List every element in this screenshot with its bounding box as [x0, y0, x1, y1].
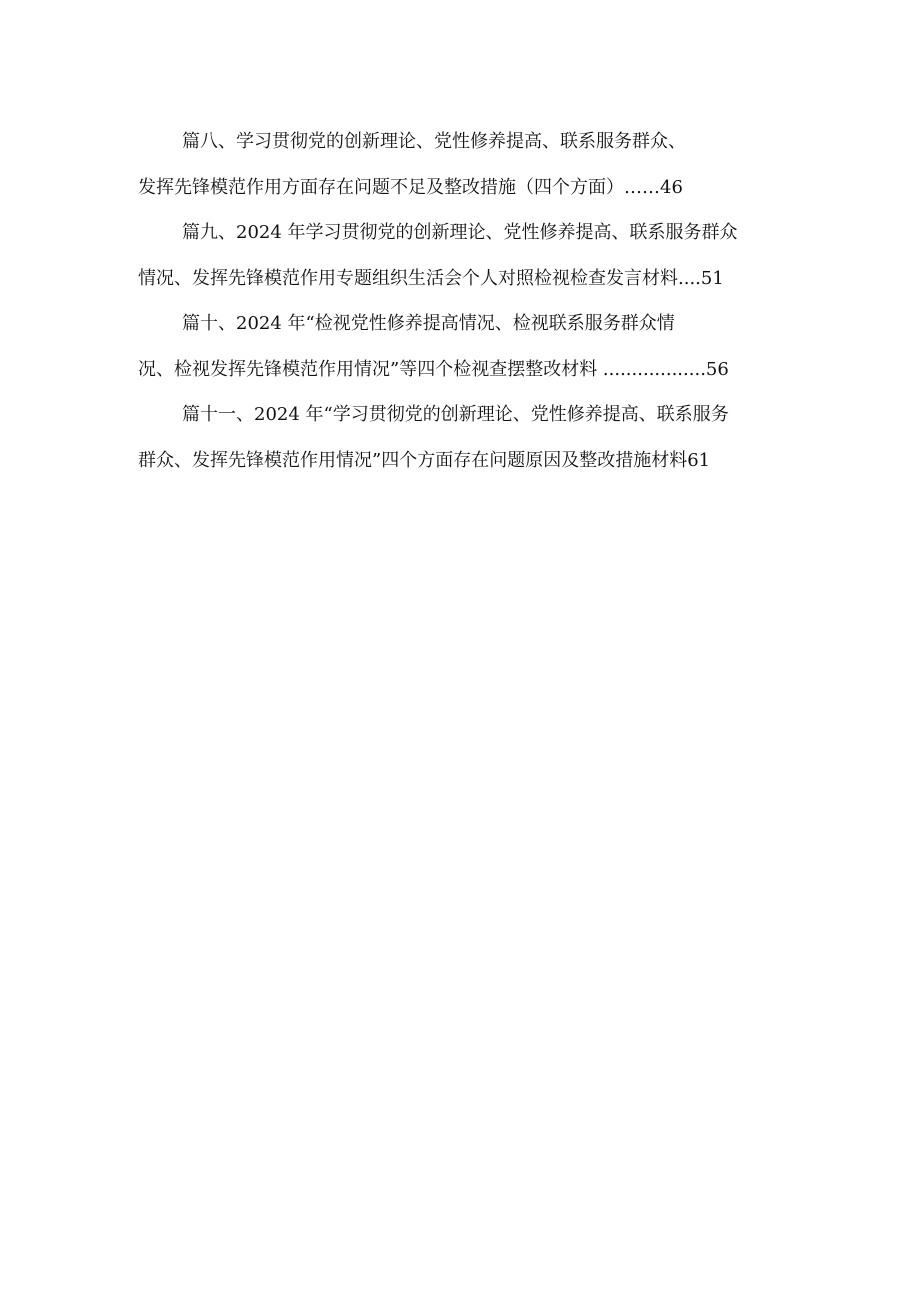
toc-entry-9[interactable]: [138, 221, 798, 291]
toc-entry-8[interactable]: [138, 130, 798, 200]
toc-entry-title-line-with-page: 况、检视发挥先锋模范作用情况”等四个检视查摆整改材料 ..................56: [138, 358, 729, 380]
toc-entry-10[interactable]: [138, 312, 798, 382]
toc-entry-title-line: 篇十一、2024 年“学习贯彻党的创新理论、党性修养提高、联系服务: [182, 404, 729, 425]
toc-entry-title-line-with-page: 群众、发挥先锋模范作用情况”四个方面存在问题原因及整改措施材料61: [138, 449, 711, 471]
toc-entry-11[interactable]: [138, 403, 798, 473]
toc-entry-title-line-with-page: 发挥先锋模范作用方面存在问题不足及整改措施（四个方面）……46: [138, 176, 683, 198]
toc-entry-title-line: 篇十、2024 年“检视党性修养提高情况、检视联系服务群众情: [182, 313, 675, 334]
toc-entry-title-line-with-page: 情况、发挥先锋模范作用专题组织生活会个人对照检视检查发言材料....51: [138, 267, 724, 289]
toc-entry-title-line: 篇九、2024 年学习贯彻党的创新理论、党性修养提高、联系服务群众: [182, 222, 738, 243]
toc-entry-title-line: 篇八、学习贯彻党的创新理论、党性修养提高、联系服务群众、: [182, 131, 686, 152]
table-of-contents: [138, 130, 798, 494]
